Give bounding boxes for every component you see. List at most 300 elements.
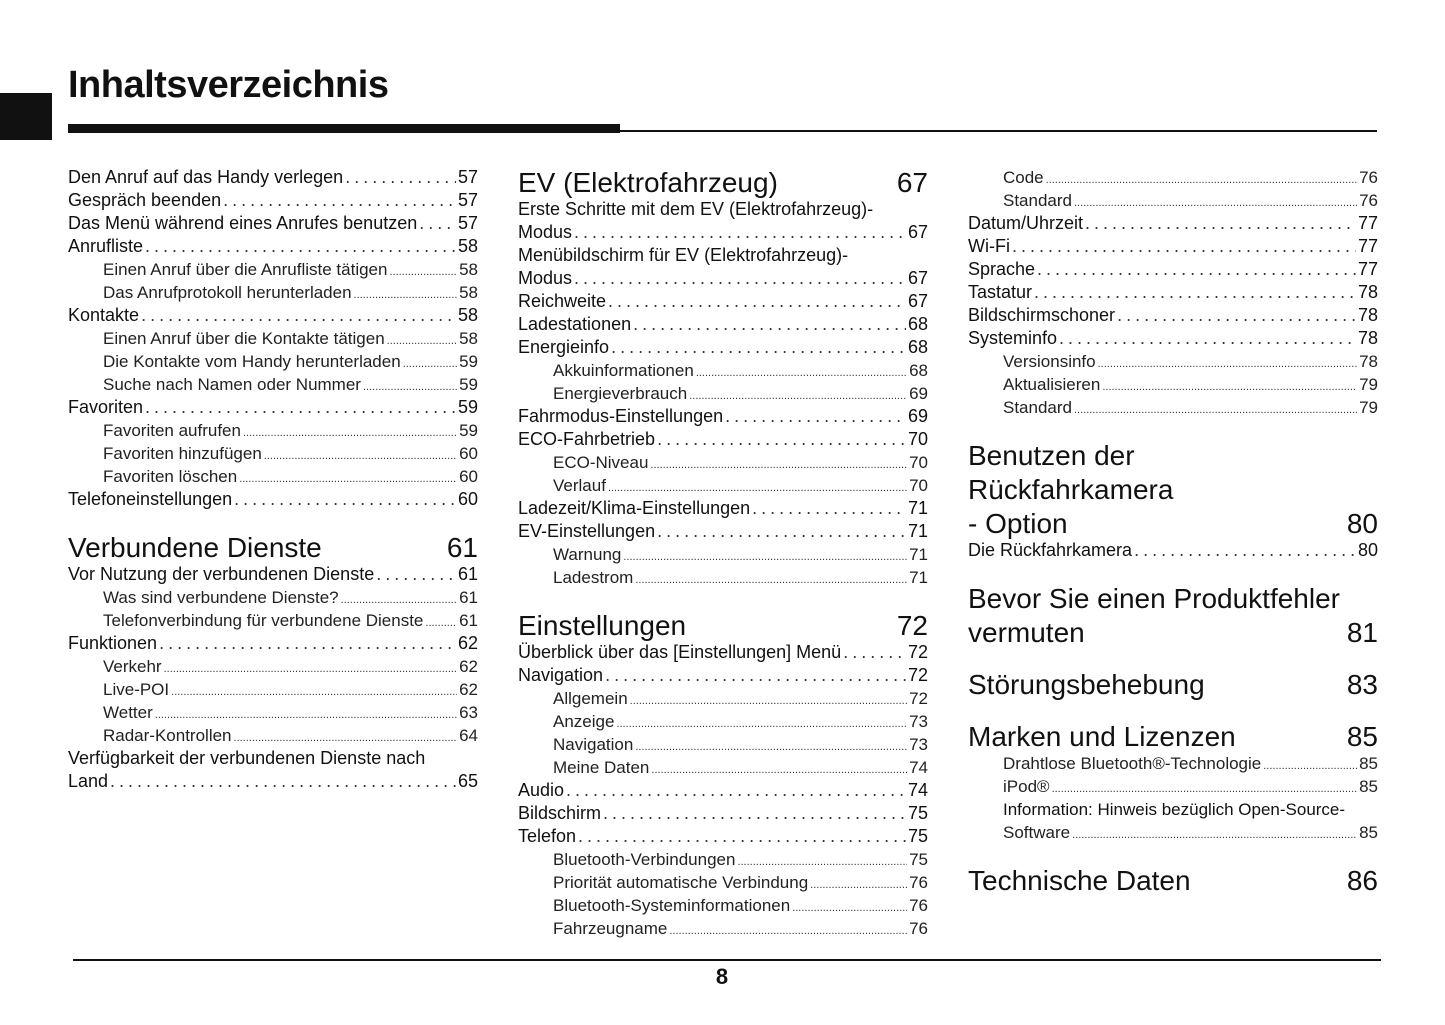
entry-title-line1: Erste Schritte mit dem EV (Elektrofahrzeug)- xyxy=(518,199,874,219)
toc-entry[interactable] xyxy=(68,747,478,793)
toc-entry[interactable] xyxy=(518,451,928,474)
toc-entry-row xyxy=(68,701,478,724)
dot-leader xyxy=(1012,235,1356,258)
toc-section-heading[interactable] xyxy=(518,166,928,200)
section-page-number: 61 xyxy=(446,532,478,563)
entry-page-number: 60 xyxy=(457,489,478,509)
entry-page-number: 59 xyxy=(459,375,478,394)
toc-entry-row xyxy=(968,166,1378,189)
entry-page-number: 85 xyxy=(1359,777,1378,796)
toc-entry[interactable] xyxy=(518,382,928,405)
toc-entry[interactable] xyxy=(968,752,1378,775)
dot-leader xyxy=(752,497,906,520)
entry-title: Ladestrom xyxy=(553,568,634,587)
section-page-number: 83 xyxy=(1346,669,1378,700)
chapter-tab-marker xyxy=(0,93,52,140)
toc-entry[interactable] xyxy=(68,678,478,701)
page-title: Inhaltsverzeichnis xyxy=(68,64,389,106)
entry-page-number: 72 xyxy=(909,689,928,708)
toc-entry[interactable] xyxy=(68,701,478,724)
toc-entry-row xyxy=(68,304,478,327)
entry-page-number: 60 xyxy=(459,467,478,486)
toc-entry[interactable] xyxy=(968,775,1378,798)
dot-leader xyxy=(1085,212,1356,235)
toc-entry[interactable] xyxy=(518,198,928,244)
toc-entry[interactable] xyxy=(968,350,1378,373)
toc-column-1 xyxy=(68,166,478,793)
entry-title: Wi-Fi xyxy=(968,236,1010,256)
toc-entry[interactable] xyxy=(968,396,1378,419)
toc-entry-row xyxy=(68,212,478,235)
entry-title: Reichweite xyxy=(518,291,607,311)
toc-entry[interactable] xyxy=(68,563,478,586)
toc-entry-row xyxy=(968,189,1378,212)
toc-entry[interactable] xyxy=(518,520,928,543)
toc-entry[interactable] xyxy=(518,802,928,825)
entry-page-number: 58 xyxy=(459,329,478,348)
toc-entry[interactable] xyxy=(518,733,928,756)
toc-section-heading[interactable] xyxy=(968,582,1378,650)
toc-entry[interactable] xyxy=(68,488,478,511)
dot-leader xyxy=(145,396,456,419)
toc-entry-row xyxy=(968,281,1378,304)
toc-entry[interactable] xyxy=(68,609,478,632)
entry-page-number: 76 xyxy=(909,896,928,915)
entry-page-number: 85 xyxy=(1359,754,1378,773)
section-title: EV (Elektrofahrzeug) xyxy=(518,167,778,198)
entry-title: Favoriten aufrufen xyxy=(103,421,241,440)
entry-page-number: 63 xyxy=(459,703,478,722)
toc-entry[interactable] xyxy=(968,189,1378,212)
toc-entry[interactable] xyxy=(68,258,478,281)
toc-entry[interactable] xyxy=(518,756,928,779)
toc-entry-row xyxy=(518,359,928,382)
dot-leader xyxy=(650,454,907,477)
toc-entry[interactable] xyxy=(68,304,478,327)
title-underline-thick xyxy=(68,124,620,133)
toc-entry[interactable] xyxy=(518,641,928,664)
entry-page-number: 85 xyxy=(1359,823,1378,842)
toc-entry-row xyxy=(518,710,928,733)
section-page-number: 81 xyxy=(1346,617,1378,648)
toc-entry[interactable] xyxy=(68,419,478,442)
toc-entry-row xyxy=(518,802,928,825)
toc-entry[interactable] xyxy=(518,359,928,382)
entry-page-number: 59 xyxy=(459,421,478,440)
toc-entry[interactable] xyxy=(968,327,1378,350)
dot-leader xyxy=(234,488,456,511)
toc-entry-row xyxy=(518,848,928,871)
toc-entry-row xyxy=(68,563,478,586)
dot-leader xyxy=(603,802,906,825)
toc-entry[interactable] xyxy=(968,166,1378,189)
entry-title: Fahrmodus-Einstellungen xyxy=(518,406,724,426)
entry-title: Audio xyxy=(518,780,565,800)
entry-page-number: 74 xyxy=(909,758,928,777)
title-underline-thin xyxy=(620,130,1377,132)
entry-title: Bildschirmschoner xyxy=(968,305,1116,325)
entry-page-number: 75 xyxy=(909,850,928,869)
toc-entry-row xyxy=(518,825,928,848)
toc-entry[interactable] xyxy=(68,212,478,235)
entry-title: iPod® xyxy=(1003,777,1050,796)
dot-leader xyxy=(145,235,456,258)
toc-section-heading[interactable] xyxy=(968,864,1378,898)
toc-entry[interactable] xyxy=(68,632,478,655)
entry-title: Die Rückfahrkamera xyxy=(968,540,1133,560)
entry-page-number: 76 xyxy=(1359,168,1378,187)
toc-entry-row xyxy=(968,235,1378,258)
toc-entry[interactable] xyxy=(518,543,928,566)
toc-entry[interactable] xyxy=(518,566,928,589)
toc-entry-row xyxy=(68,327,478,350)
toc-entry-row xyxy=(68,350,478,373)
entry-title: Versionsinfo xyxy=(1003,352,1096,371)
entry-title: Standard xyxy=(1003,398,1072,417)
entry-title: Was sind verbundene Dienste? xyxy=(103,588,339,607)
entry-page-number: 57 xyxy=(457,213,478,233)
entry-page-number: 71 xyxy=(909,568,928,587)
toc-entry-row xyxy=(518,451,928,474)
entry-page-number: 68 xyxy=(909,361,928,380)
entry-title: Ladezeit/Klima-Einstellungen xyxy=(518,498,751,518)
entry-title: Modus xyxy=(518,222,573,242)
toc-entry-row xyxy=(518,871,928,894)
entry-page-number: 71 xyxy=(907,498,928,518)
toc-entry-row xyxy=(68,281,478,304)
toc-entry-row xyxy=(518,474,928,497)
section-title: Marken und Lizenzen xyxy=(968,721,1236,752)
entry-page-number: 80 xyxy=(1357,540,1378,560)
entry-page-number: 62 xyxy=(459,680,478,699)
dot-leader xyxy=(605,664,906,687)
toc-entry[interactable] xyxy=(68,373,478,396)
entry-page-number: 67 xyxy=(907,268,928,288)
entry-title: ECO-Niveau xyxy=(553,453,649,472)
toc-entry[interactable] xyxy=(68,189,478,212)
section-page-number: 72 xyxy=(896,610,928,641)
toc-entry-row xyxy=(68,396,478,419)
toc-entry-row xyxy=(518,756,928,779)
entry-page-number: 72 xyxy=(907,665,928,685)
entry-title: Überblick über das [Einstellungen] Menü xyxy=(518,642,842,662)
entry-title: Live-POI xyxy=(103,680,170,699)
entry-title-line1: Information: Hinweis bezüglich Open-Source- xyxy=(1003,800,1346,819)
toc-entry-row xyxy=(518,687,928,710)
entry-page-number: 68 xyxy=(907,337,928,357)
toc-entry-row xyxy=(68,419,478,442)
entry-title: Gespräch beenden xyxy=(68,190,222,210)
toc-entry[interactable] xyxy=(968,258,1378,281)
dot-leader xyxy=(171,681,457,704)
dot-leader xyxy=(1074,399,1357,422)
toc-entry-row xyxy=(518,917,928,940)
footer-divider xyxy=(73,959,1381,961)
entry-title: Drahtlose Bluetooth®-Technologie xyxy=(1003,754,1262,773)
toc-entry-row xyxy=(68,189,478,212)
entry-page-number: 61 xyxy=(457,564,478,584)
toc-entry[interactable] xyxy=(518,894,928,917)
toc-entry[interactable] xyxy=(68,655,478,678)
toc-section-heading[interactable] xyxy=(968,668,1378,702)
toc-entry-row xyxy=(518,405,928,428)
dot-leader xyxy=(1263,755,1357,778)
toc-entry-row xyxy=(518,543,928,566)
dot-leader xyxy=(696,362,907,385)
entry-page-number: 79 xyxy=(1359,398,1378,417)
toc-entry-row xyxy=(68,632,478,655)
dot-leader xyxy=(635,569,907,592)
dot-leader xyxy=(566,779,906,802)
toc-entry-row xyxy=(68,609,478,632)
toc-entry[interactable] xyxy=(968,373,1378,396)
toc-entry-row xyxy=(968,396,1378,419)
entry-title: Meine Daten xyxy=(553,758,650,777)
toc-entry[interactable] xyxy=(518,405,928,428)
toc-entry-row xyxy=(68,465,478,488)
entry-page-number: 76 xyxy=(909,873,928,892)
section-title: Verbundene Dienste xyxy=(68,532,322,563)
toc-entry-row xyxy=(68,258,478,281)
entry-page-number: 61 xyxy=(459,588,478,607)
dot-leader xyxy=(1102,376,1357,399)
toc-entry-row xyxy=(68,166,478,189)
toc-entry-row xyxy=(518,566,928,589)
toc-section-heading[interactable] xyxy=(518,609,928,643)
entry-page-number: 62 xyxy=(459,657,478,676)
toc-entry[interactable] xyxy=(968,304,1378,327)
toc-section-heading[interactable] xyxy=(968,439,1378,541)
toc-entry-row xyxy=(518,336,928,359)
entry-title: Aktualisieren xyxy=(1003,375,1101,394)
toc-entry[interactable] xyxy=(518,848,928,871)
toc-entry-row xyxy=(518,497,928,520)
toc-entry-row xyxy=(68,373,478,396)
dot-leader xyxy=(345,166,456,189)
section-title: Störungsbehebung xyxy=(968,669,1205,700)
entry-title: Das Menü während eines Anrufes benutzen xyxy=(68,213,418,233)
toc-entry[interactable] xyxy=(68,350,478,373)
dot-leader xyxy=(630,690,907,713)
dot-leader xyxy=(110,770,456,793)
entry-title: Navigation xyxy=(553,735,634,754)
entry-page-number: 60 xyxy=(459,444,478,463)
dot-leader xyxy=(223,189,456,212)
dot-leader xyxy=(1059,327,1356,350)
dot-leader xyxy=(616,713,907,736)
entry-title: EV-Einstellungen xyxy=(518,521,656,541)
entry-title: Code xyxy=(1003,168,1044,187)
entry-page-number: 70 xyxy=(909,476,928,495)
toc-entry-row xyxy=(518,267,928,290)
entry-title: Anrufliste xyxy=(68,236,144,256)
entry-title: Allgemein xyxy=(553,689,628,708)
entry-page-number: 74 xyxy=(907,780,928,800)
toc-entry[interactable] xyxy=(68,235,478,258)
toc-entry-row xyxy=(68,235,478,258)
entry-title: Den Anruf auf das Handy verlegen xyxy=(68,167,344,187)
page-number: 8 xyxy=(715,964,729,989)
entry-page-number: 79 xyxy=(1359,375,1378,394)
dot-leader xyxy=(376,563,456,586)
toc-entry[interactable] xyxy=(518,687,928,710)
entry-page-number: 76 xyxy=(1359,191,1378,210)
toc-entry-row xyxy=(518,779,928,802)
entry-title: Verkehr xyxy=(103,657,162,676)
toc-entry-row xyxy=(518,221,928,244)
toc-entry[interactable] xyxy=(968,281,1378,304)
toc-entry[interactable] xyxy=(518,428,928,451)
entry-page-number: 57 xyxy=(457,190,478,210)
dot-leader xyxy=(574,267,906,290)
toc-entry-row xyxy=(518,428,928,451)
entry-page-number: 61 xyxy=(459,611,478,630)
entry-page-number: 73 xyxy=(909,735,928,754)
toc-entry[interactable] xyxy=(518,825,928,848)
entry-title: Navigation xyxy=(518,665,604,685)
entry-page-number: 58 xyxy=(457,305,478,325)
entry-title: Favoriten löschen xyxy=(103,467,238,486)
entry-page-number: 58 xyxy=(459,260,478,279)
section-title: Benutzen der Rückfahrkamera - Option xyxy=(968,440,1174,539)
dot-leader xyxy=(578,825,906,848)
toc-entry[interactable] xyxy=(968,212,1378,235)
entry-title: Software xyxy=(1003,823,1071,842)
dot-leader xyxy=(403,353,457,376)
toc-entry[interactable] xyxy=(68,396,478,419)
toc-entry[interactable] xyxy=(518,336,928,359)
toc-entry[interactable] xyxy=(518,313,928,336)
entry-page-number: 75 xyxy=(907,826,928,846)
entry-page-number: 71 xyxy=(907,521,928,541)
entry-page-number: 77 xyxy=(1357,213,1378,233)
dot-leader xyxy=(810,874,907,897)
toc-entry[interactable] xyxy=(68,586,478,609)
toc-entry[interactable] xyxy=(518,871,928,894)
toc-entry[interactable] xyxy=(68,281,478,304)
dot-leader xyxy=(1046,169,1357,192)
toc-entry[interactable] xyxy=(968,798,1378,844)
entry-page-number: 59 xyxy=(457,397,478,417)
toc-column-3 xyxy=(968,166,1378,896)
entry-page-number: 59 xyxy=(459,352,478,371)
toc-entry-row xyxy=(68,770,478,793)
dot-leader xyxy=(623,546,907,569)
entry-title: Favoriten hinzufügen xyxy=(103,444,262,463)
entry-page-number: 75 xyxy=(907,803,928,823)
toc-entry-row xyxy=(518,382,928,405)
dot-leader xyxy=(574,221,906,244)
section-page-number: 85 xyxy=(1346,721,1378,752)
entry-title: Land xyxy=(68,771,109,791)
entry-title: Tastatur xyxy=(968,282,1033,302)
toc-entry[interactable] xyxy=(518,664,928,687)
entry-title: Datum/Uhrzeit xyxy=(968,213,1084,233)
toc-entry-row xyxy=(518,664,928,687)
toc-entry[interactable] xyxy=(68,327,478,350)
section-page-number: 67 xyxy=(896,167,928,198)
entry-page-number: 67 xyxy=(907,222,928,242)
entry-title: Bildschirm xyxy=(518,803,602,823)
dot-leader xyxy=(164,658,457,681)
toc-entry[interactable] xyxy=(968,235,1378,258)
toc-entry-row xyxy=(68,655,478,678)
entry-page-number: 68 xyxy=(907,314,928,334)
section-page-number: 80 xyxy=(1346,508,1378,539)
dot-leader xyxy=(264,445,457,468)
toc-entry[interactable] xyxy=(68,724,478,747)
toc-entry[interactable] xyxy=(518,244,928,290)
entry-page-number: 67 xyxy=(907,291,928,311)
section-title: Technische Daten xyxy=(968,865,1191,896)
entry-title: Energieinfo xyxy=(518,337,610,357)
entry-page-number: 70 xyxy=(907,429,928,449)
entry-title: Systeminfo xyxy=(968,328,1058,348)
section-title: Bevor Sie einen Produktfehler vermuten xyxy=(968,583,1340,648)
dot-leader xyxy=(635,736,907,759)
toc-entry[interactable] xyxy=(518,779,928,802)
toc-entry[interactable] xyxy=(518,497,928,520)
toc-entry-row xyxy=(968,327,1378,350)
toc-entry-row xyxy=(968,212,1378,235)
toc-entry-row xyxy=(518,733,928,756)
toc-entry-row xyxy=(968,752,1378,775)
entry-page-number: 62 xyxy=(457,633,478,653)
toc-entry[interactable] xyxy=(68,166,478,189)
dot-leader xyxy=(611,336,906,359)
entry-page-number: 58 xyxy=(459,283,478,302)
entry-title: Ladestationen xyxy=(518,314,632,334)
entry-title: Radar-Kontrollen xyxy=(103,726,232,745)
dot-leader xyxy=(419,212,456,235)
entry-page-number: 73 xyxy=(909,712,928,731)
toc-entry[interactable] xyxy=(518,290,928,313)
toc-entry[interactable] xyxy=(68,465,478,488)
entry-title: Anzeige xyxy=(553,712,615,731)
entry-page-number: 77 xyxy=(1357,236,1378,256)
entry-title: Akkuinformationen xyxy=(553,361,694,380)
toc-entry[interactable] xyxy=(518,710,928,733)
entry-title: Favoriten xyxy=(68,397,144,417)
toc-entry-row xyxy=(518,520,928,543)
toc-entry-row xyxy=(968,258,1378,281)
dot-leader xyxy=(1034,281,1356,304)
entry-page-number: 69 xyxy=(909,384,928,403)
toc-entry[interactable] xyxy=(968,539,1378,562)
dot-leader xyxy=(657,428,906,451)
entry-page-number: 78 xyxy=(1357,305,1378,325)
entry-title: Funktionen xyxy=(68,633,158,653)
toc-entry-row xyxy=(968,821,1378,844)
toc-section-heading[interactable] xyxy=(68,531,478,565)
dot-leader xyxy=(159,632,456,655)
toc-entry-row xyxy=(968,350,1378,373)
entry-title: ECO-Fahrbetrieb xyxy=(518,429,656,449)
entry-title: Das Anrufprotokoll herunterladen xyxy=(103,283,352,302)
dot-leader xyxy=(141,304,456,327)
entry-page-number: 78 xyxy=(1357,328,1378,348)
entry-title: Warnung xyxy=(553,545,622,564)
toc-entry[interactable] xyxy=(518,917,928,940)
toc-entry-row xyxy=(68,678,478,701)
toc-section-heading[interactable] xyxy=(968,720,1378,754)
dot-leader xyxy=(1117,304,1356,327)
toc-entry[interactable] xyxy=(68,442,478,465)
section-page-number: 86 xyxy=(1346,865,1378,896)
toc-entry[interactable] xyxy=(518,474,928,497)
entry-title: Energieverbrauch xyxy=(553,384,688,403)
entry-page-number: 77 xyxy=(1357,259,1378,279)
